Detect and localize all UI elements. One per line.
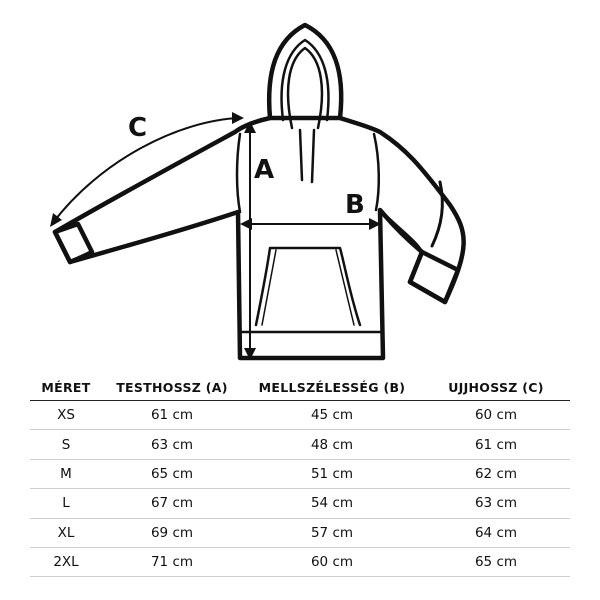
header-chest: MELLSZÉLESSÉG (B) [242,374,422,401]
pocket-edge-right [336,250,354,325]
cell-length: 61 cm [102,401,242,430]
table-row [30,401,570,430]
drawstring-right [312,130,314,182]
raglan-seam-right [374,134,379,210]
cell-sleeve: 62 cm [422,459,570,488]
cell-size: M [30,459,102,488]
label-c: C [128,113,148,143]
arrowhead-b-left [240,218,252,230]
cell-sleeve: 60 cm [422,401,570,430]
label-b: B [345,190,365,220]
table-row [30,518,570,547]
label-a: A [254,155,275,185]
right-arm-inner [380,210,422,252]
cell-sleeve: 64 cm [422,518,570,547]
cell-length: 69 cm [102,518,242,547]
cell-sleeve: 61 cm [422,430,570,459]
cell-size: XS [30,401,102,430]
drawstring-left [300,130,302,180]
arrowhead-c-end [232,112,244,124]
header-length: TESTHOSSZ (A) [102,374,242,401]
cell-length: 67 cm [102,489,242,518]
cell-size: XL [30,518,102,547]
cell-length: 63 cm [102,430,242,459]
cell-chest: 54 cm [242,489,422,518]
cell-sleeve: 65 cm [422,547,570,576]
cell-size: L [30,489,102,518]
cell-length: 71 cm [102,547,242,576]
cell-chest: 48 cm [242,430,422,459]
cell-chest: 60 cm [242,547,422,576]
cell-sleeve: 63 cm [422,489,570,518]
cuff-left [55,224,92,262]
cell-chest: 51 cm [242,459,422,488]
cell-chest: 57 cm [242,518,422,547]
cell-size: S [30,430,102,459]
table-row [30,547,570,576]
table-header-row [30,374,570,401]
cell-length: 65 cm [102,459,242,488]
cell-chest: 45 cm [242,401,422,430]
raglan-seam-left [237,134,240,212]
size-table [30,374,570,577]
hoodie-body-outline [55,118,464,358]
header-size: MÉRET [30,374,102,401]
header-sleeve: UJJHOSSZ (C) [422,374,570,401]
cell-size: 2XL [30,547,102,576]
table-row [30,430,570,459]
table-row [30,489,570,518]
table-row [30,459,570,488]
